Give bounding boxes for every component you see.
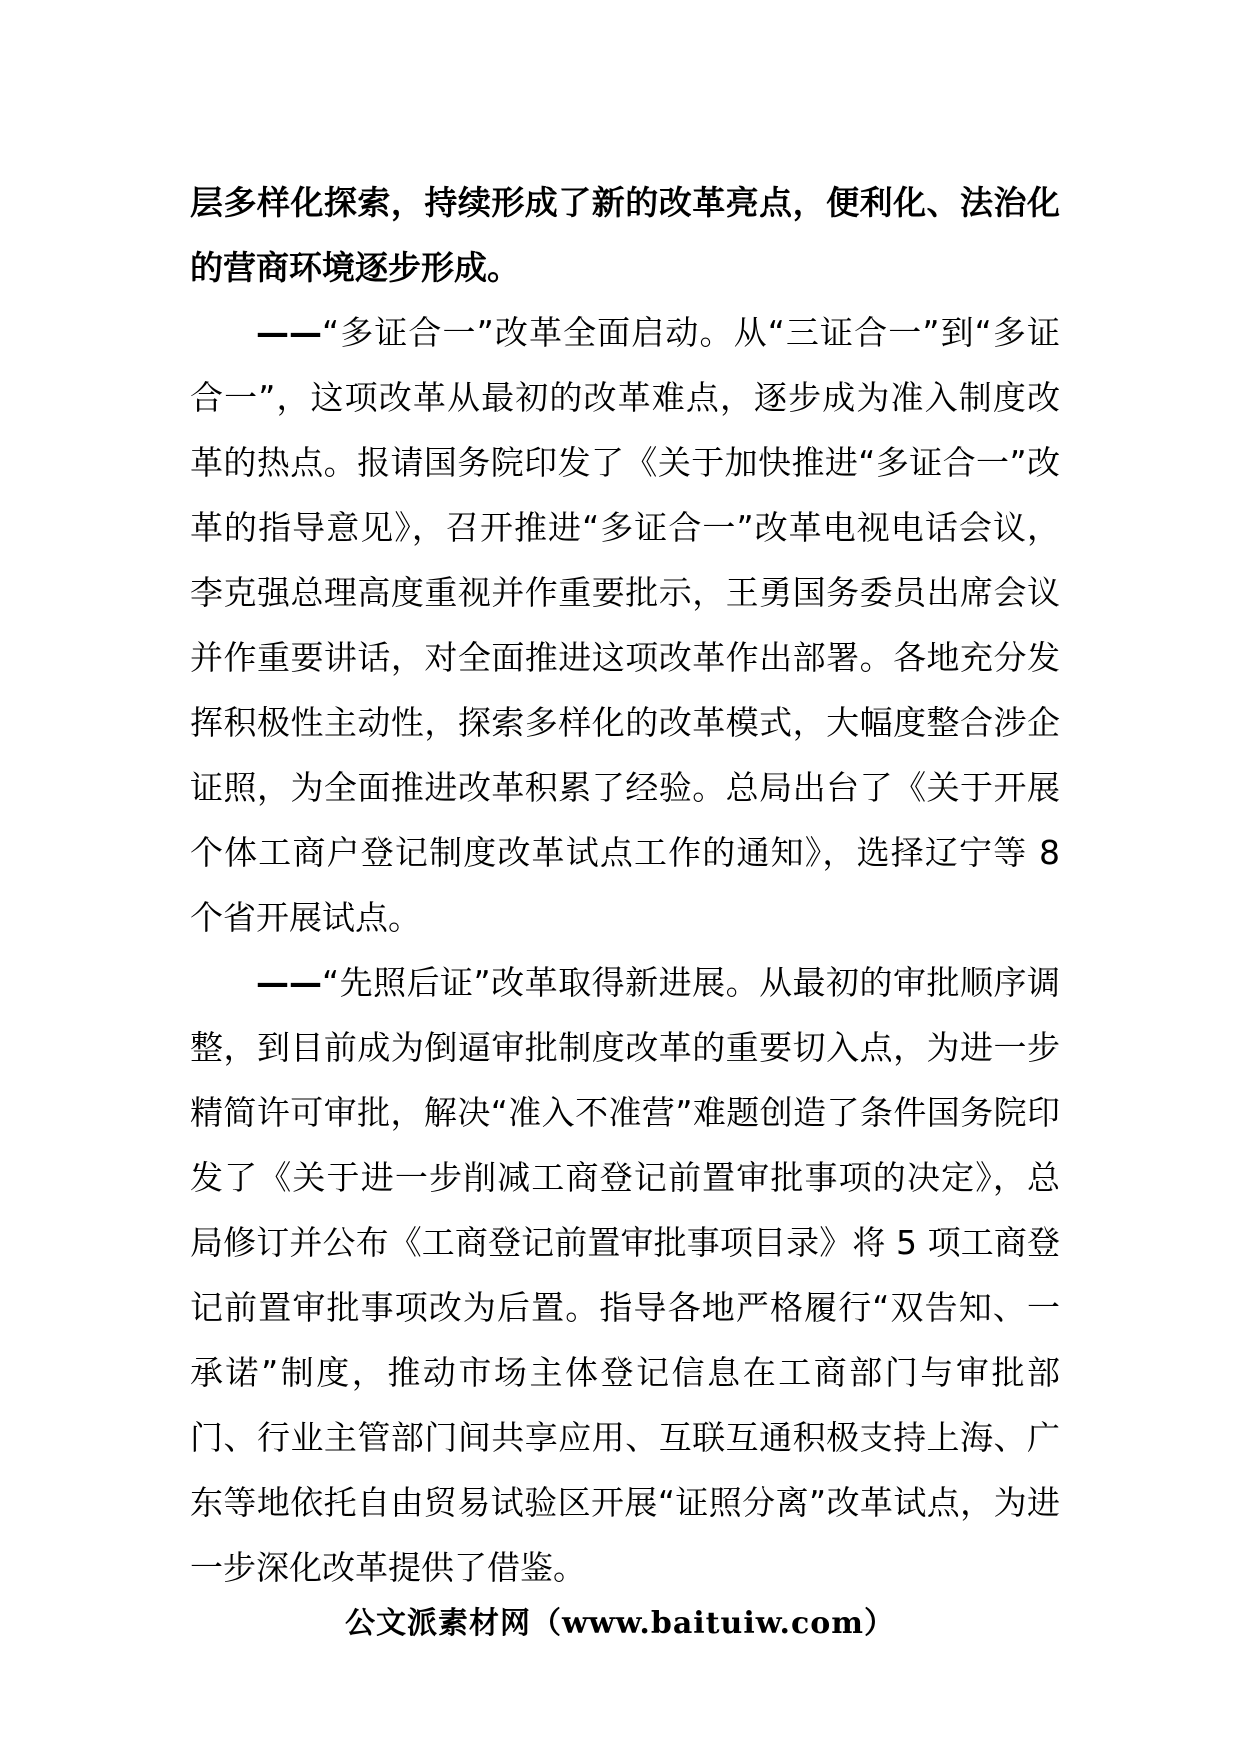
paragraph-text: “先照后证”改革取得新进展。从最初的审批顺序调整，到目前成为倒逼审批制度改革的重要切入点，为进一步精简许可审批，解决“准入不准营”难题创造了条件国务院印发了《关于进一步削减工商登记前置审批事项的决定》，总局修订并公布《工商登记前置审批事项目录》将 5 项工商登记前置审批事项改为后置。指导各地严格履行“双告知、一承诺”制度，推动市场主体登记信息在工商部门与审批部门、行业主管部门间共享应用、互联互通积极支持上海、广东等地依托自由贸易试验区开展“证照分离”改革试点，为进一步深化改革提供了借鉴。 [190,963,1060,1587]
document-body [190,170,1060,1600]
em-dash-lead: —— [256,963,322,1002]
em-dash-lead: —— [256,313,322,352]
paragraph-intro-tail [190,170,1060,300]
paragraph-text: “多证合一”改革全面启动。从“三证合一”到“多证合一”，这项改革从最初的改革难点，逐步成为准入制度改革的热点。报请国务院印发了《关于加快推进“多证合一”改革的指导意见》，召开推进“多证合一”改革电视电话会议，李克强总理高度重视并作重要批示，王勇国务委员出席会议并作重要讲话，对全面推进这项改革作出部署。各地充分发挥积极性主动性，探索多样化的改革模式，大幅度整合涉企证照，为全面推进改革积累了经验。总局出台了《关于开展个体工商户登记制度改革试点工作的通知》，选择辽宁等 8 个省开展试点。 [190,313,1060,937]
footer-watermark: 公文派素材网（www.baituiw.com） [344,1606,896,1641]
paragraph-multi-cert [190,300,1060,950]
paragraph-license-first [190,950,1060,1600]
paragraph-text: 层多样化探索，持续形成了新的改革亮点，便利化、法治化的营商环境逐步形成。 [190,183,1060,287]
